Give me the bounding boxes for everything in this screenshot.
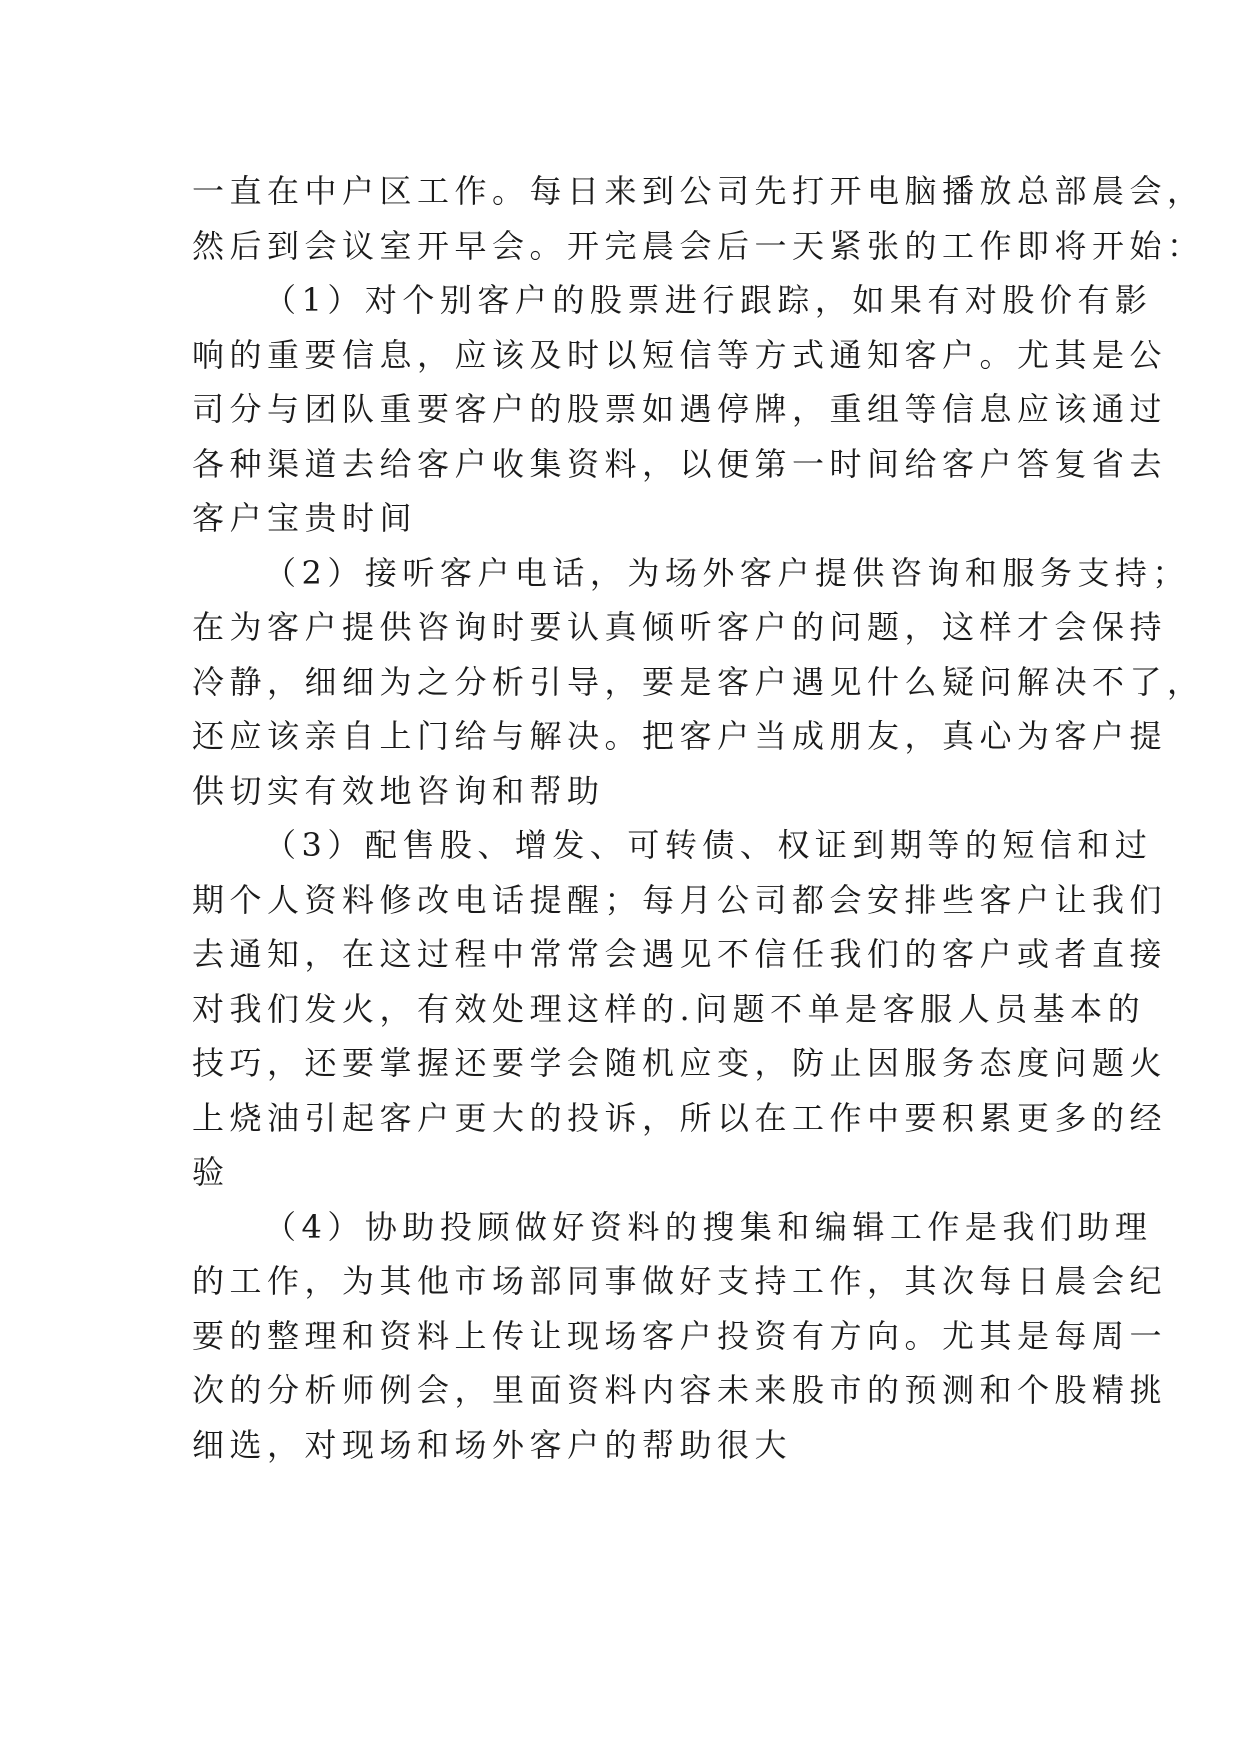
text-line: 次的分析师例会，里面资料内容未来股市的预测和个股精挑 <box>192 1371 1168 1409</box>
text-line: （1）对个别客户的股票进行跟踪，如果有对股价有影 <box>264 281 1153 319</box>
text-line: 上烧油引起客户更大的投诉，所以在工作中要积累更多的经 <box>192 1098 1168 1137</box>
text-line: （2）接听客户电话，为场外客户提供咨询和服务支持； <box>264 553 1190 592</box>
text-line: 技巧，还要掌握还要学会随机应变，防止因服务态度问题火 <box>192 1044 1168 1082</box>
text-line: 各种渠道去给客户收集资料，以便第一时间给客户答复省去 <box>192 444 1168 483</box>
paragraph-item-4 <box>192 1200 1168 1473</box>
text-line: 然后到会议室开早会。开完晨会后一天紧张的工作即将开始： <box>192 226 1205 265</box>
paragraph-intro <box>192 164 1205 273</box>
text-line: （3）配售股、增发、可转债、权证到期等的短信和过 <box>264 826 1153 864</box>
paragraph-item-2 <box>192 546 1205 819</box>
paragraph-item-1 <box>192 273 1168 546</box>
text-line: 期个人资料修改电话提醒；每月公司都会安排些客户让我们 <box>192 880 1168 919</box>
text-line: 细选，对现场和场外客户的帮助很大 <box>192 1425 793 1464</box>
text-line: 司分与团队重要客户的股票如遇停牌，重组等信息应该通过 <box>192 390 1168 428</box>
document-body <box>192 164 1205 1472</box>
text-line: 在为客户提供咨询时要认真倾听客户的问题，这样才会保持 <box>192 608 1168 646</box>
text-line: 还应该亲自上门给与解决。把客户当成朋友，真心为客户提 <box>192 717 1168 755</box>
text-line: 客户宝贵时间 <box>192 499 418 537</box>
text-line: 对我们发火，有效处理这样的.问题不单是客服人员基本的 <box>192 989 1146 1028</box>
text-line: 一直在中户区工作。每日来到公司先打开电脑播放总部晨会， <box>192 172 1205 210</box>
text-line: 的工作，为其他市场部同事做好支持工作，其次每日晨会纪 <box>192 1262 1168 1300</box>
text-line: 要的整理和资料上传让现场客户投资有方向。尤其是每周一 <box>192 1316 1168 1355</box>
text-line: 去通知，在这过程中常常会遇见不信任我们的客户或者直接 <box>192 935 1168 973</box>
text-line: 冷静，细细为之分析引导，要是客户遇见什么疑问解决不了， <box>192 662 1205 701</box>
paragraph-item-3 <box>192 818 1168 1200</box>
text-line: 验 <box>192 1153 230 1191</box>
text-line: 供切实有效地咨询和帮助 <box>192 771 605 810</box>
text-line: 响的重要信息，应该及时以短信等方式通知客户。尤其是公 <box>192 335 1168 374</box>
text-line: （4）协助投顾做好资料的搜集和编辑工作是我们助理 <box>264 1207 1153 1246</box>
